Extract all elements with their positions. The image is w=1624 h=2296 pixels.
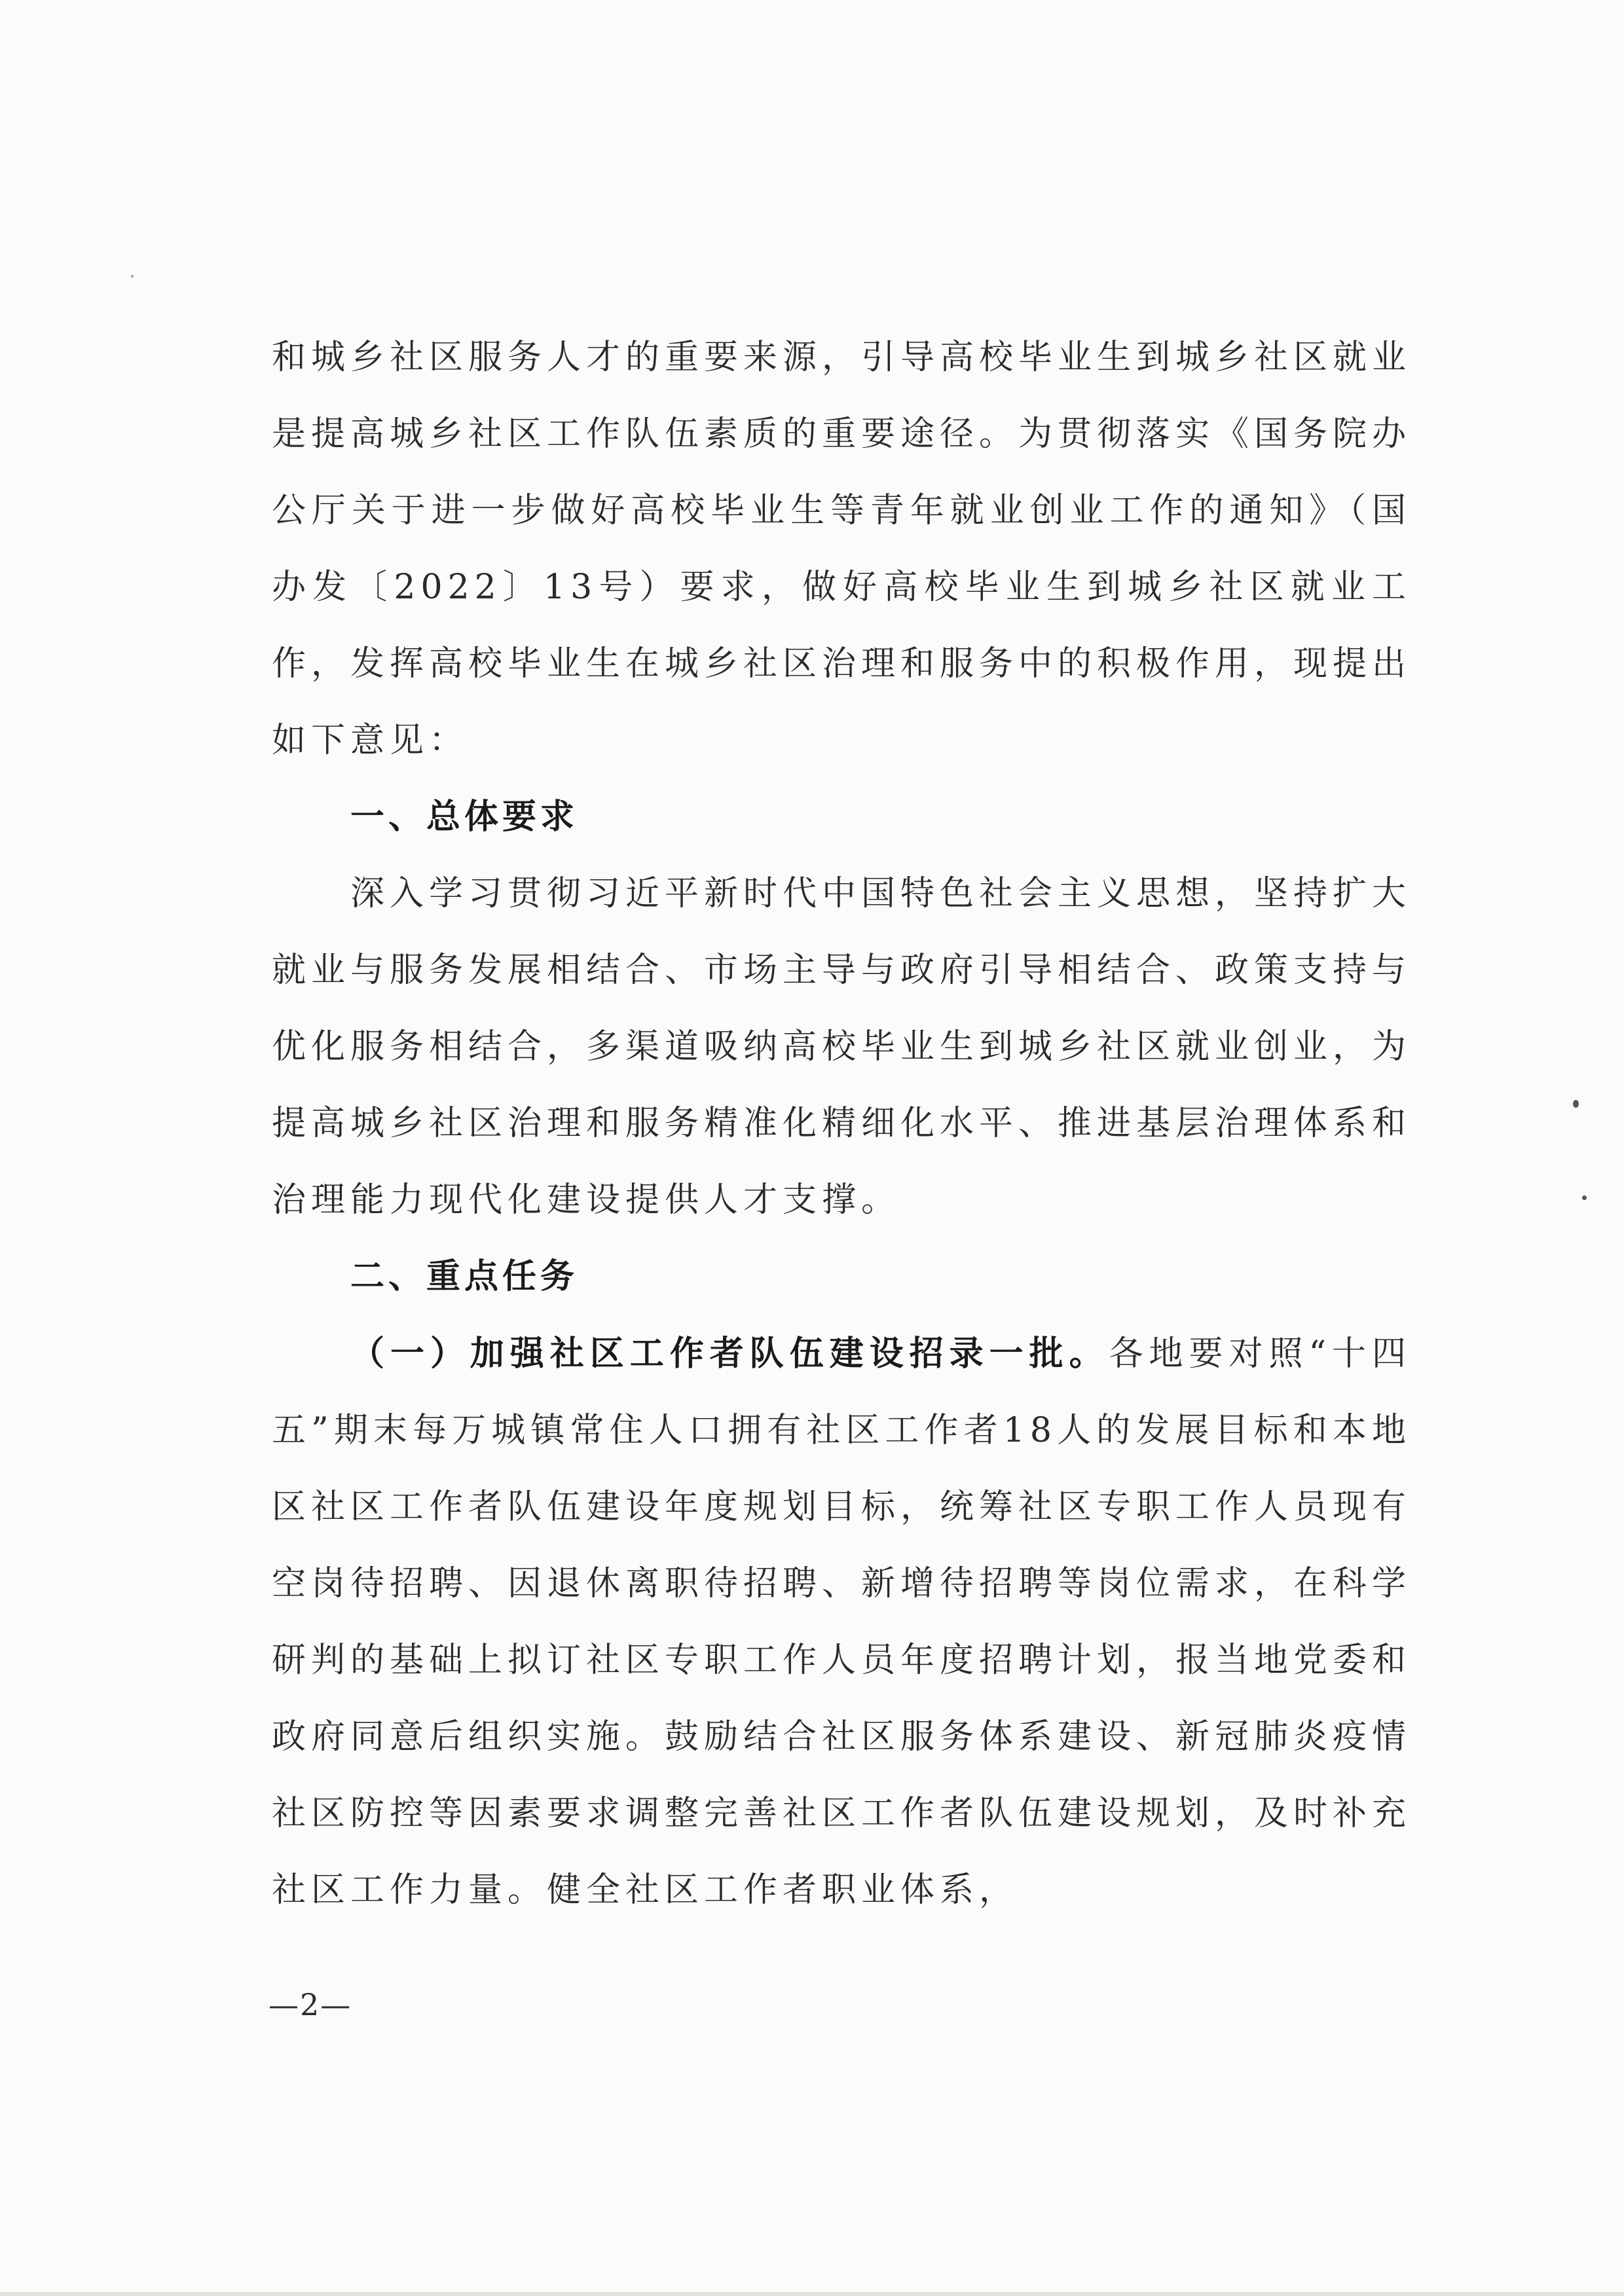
document-body (272, 319, 1411, 1929)
intro-paragraph: 和城乡社区服务人才的重要来源，引导高校毕业生到城乡社区就业是提高城乡社区工作队伍素质的重要途径。为贯彻落实《国务院办公厅关于进一步做好高校毕业生等青年就业创业工作的通知》（国办发〔2022〕13号）要求，做好高校毕业生到城乡社区就业工作，发挥高校毕业生在城乡社区治理和服务中的积极作用，现提出如下意见： (272, 338, 1412, 760)
section-heading-overall-requirements: 一、总体要求 (350, 797, 579, 837)
scan-speck (1582, 1195, 1587, 1200)
key-task-1-paragraph (272, 1315, 1411, 1929)
overall-requirements-paragraph: 深入学习贯彻习近平新时代中国特色社会主义思想，坚持扩大就业与服务发展相结合、市场主导与政府引导相结合、政策支持与优化服务相结合，多渠道吸纳高校毕业生到城乡社区就业创业，为提高城乡社区治理和服务精准化精细化水平、推进基层治理体系和治理能力现代化建设提供人才支撑。 (272, 874, 1412, 1220)
key-task-1-title: （一）加强社区工作者队伍建设招录一批。 (350, 1334, 1109, 1374)
scan-speck (131, 275, 134, 278)
key-task-1-body: 各地要对照“十四五”期末每万城镇常住人口拥有社区工作者18人的发展目标和本地区社区工作者队伍建设年度规划目标，统筹社区专职工作人员现有空岗待招聘、因退休离职待招聘、新增待招聘等岗位需求，在科学研判的基础上拟订社区专职工作人员年度招聘计划，报当地党委和政府同意后组织实施。鼓励结合社区服务体系建设、新冠肺炎疫情社区防控等因素要求调整完善社区工作者队伍建设规划，及时补充社区工作力量。健全社区工作者职业体系， (272, 1334, 1412, 1910)
scan-speck (1573, 1100, 1579, 1108)
section-heading-key-tasks: 二、重点任务 (350, 1257, 579, 1296)
scan-edge (0, 2292, 1624, 2296)
page-number: —2— (268, 1987, 352, 2022)
